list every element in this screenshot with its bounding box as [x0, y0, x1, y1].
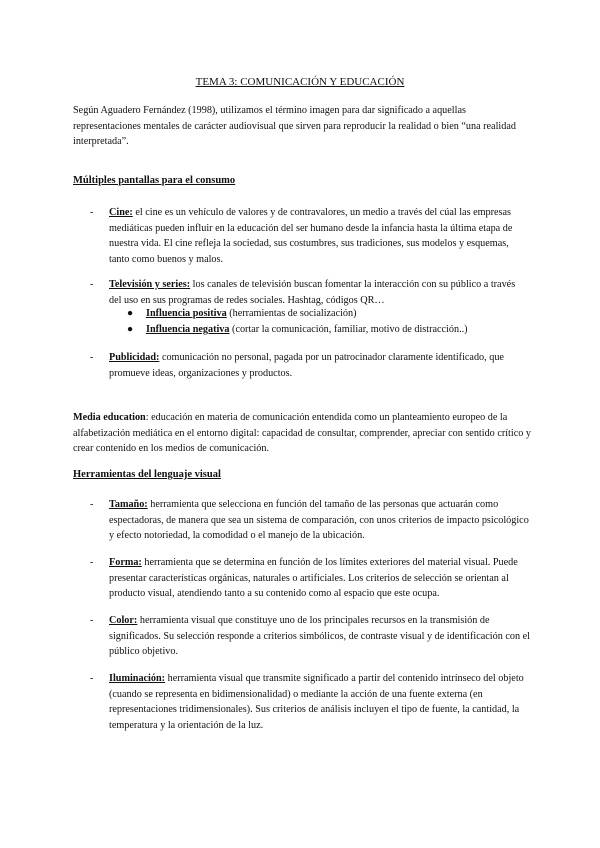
dash-marker-icon: -	[90, 279, 94, 290]
section-heading-pantallas: Múltiples pantallas para el consumo	[73, 175, 236, 186]
item-text: herramienta visual que constituye uno de los principales recursos en la transmisión de significados. Su selección responde a criterios simbólicos, de contraste visual y de identificación con el público objetivo.	[109, 615, 530, 657]
item-label: Publicidad:	[109, 352, 160, 363]
list-item-publicidad	[90, 350, 530, 381]
bullet-icon: ●	[127, 324, 134, 335]
intro-paragraph: Según Aguadero Fernández (1998), utilizamos el término imagen para dar significado a aquellas representaciones mentales de carácter audiovisual que sirven para reproducir la realidad o bien “una realidad interpretada”.	[73, 105, 516, 147]
item-label: Iluminación:	[109, 673, 166, 684]
item-label: Color:	[109, 615, 138, 626]
item-text: los canales de televisión buscan fomentar la interacción con su público a través del uso en sus programas de redes sociales. Hashtag, códigos QR…	[109, 279, 516, 306]
media-label: Media education	[73, 412, 146, 423]
item-text: herramienta que selecciona en función del tamaño de las personas que actuarán como espectadoras, de manera que sea un sistema de comparación, con unos criterios de impacto psicológico y efecto notoriedad, la comodidad o el manejo de la ubicación.	[109, 499, 529, 541]
item-text: herramienta que se determina en función de los límites exteriores del material visual. Puede presentar características orgánicas, naturales o artificiales. Los criterios de selección se orientan al producto visual, atendiendo tanto a su contenido como al espacio que este ocupa.	[109, 557, 518, 599]
list-item-color	[90, 613, 530, 660]
list-item-forma	[90, 555, 530, 602]
bullet-icon: ●	[127, 308, 134, 319]
item-label: Forma:	[109, 557, 142, 568]
page-title: TEMA 3: COMUNICACIÓN Y EDUCACIÓN	[195, 76, 405, 88]
sub-item-label: Influencia positiva	[146, 308, 227, 319]
item-label: Tamaño:	[109, 499, 148, 510]
item-text: comunicación no personal, pagada por un patrocinador claramente identificado, que promueve ideas, organizaciones y productos.	[109, 352, 504, 379]
item-text: el cine es un vehículo de valores y de contravalores, un medio a través del cúal las empresas mediáticas pueden influir en la educación del ser humano desde la infancia hasta la última etapa de nuestra vida. El cine refleja la sociedad, sus costumbres, sus tradiciones, sus modelos y esquemas, tanto como buenos y malos.	[109, 207, 513, 265]
dash-marker-icon: -	[90, 499, 94, 510]
dash-marker-icon: -	[90, 557, 94, 568]
sub-item-text: (herramientas de socialización)	[226, 308, 357, 319]
sub-item-text: (cortar la comunicación, familiar, motivo de distracción..)	[229, 324, 468, 335]
list-item-tamano	[90, 497, 530, 544]
section-heading-herramientas: Herramientas del lenguaje visual	[73, 469, 221, 480]
list-item-iluminacion	[90, 671, 530, 733]
dash-marker-icon: -	[90, 615, 94, 626]
list-item-cine	[90, 205, 530, 267]
item-label: Cine:	[109, 207, 133, 218]
sub-item-label: Influencia negativa	[146, 324, 230, 335]
dash-marker-icon: -	[90, 673, 94, 684]
item-label: Televisión y series:	[109, 279, 191, 290]
list-item-television	[90, 277, 530, 308]
media-text: : educación en materia de comunicación entendida como un planteamiento europeo de la alfabetización mediática en el entorno digital: capacidad de consultar, comprender, apreciar con sentido crítico y crear contenido en los medios de comunicación.	[73, 412, 531, 454]
sub-item-positiva	[127, 306, 527, 322]
item-text: herramienta visual que transmite significado a partir del contenido intrínseco del objeto (cuando se representa en bidimensionalidad) o mediante la acción de una fuente externa (en representaciones tridimensionales). Sus criterios de análisis incluyen el tipo de fuente, la cantidad, la temperatura y la orientación de la luz.	[109, 673, 524, 731]
media-education-paragraph	[73, 410, 533, 457]
sub-item-negativa	[127, 322, 527, 338]
dash-marker-icon: -	[90, 207, 94, 218]
dash-marker-icon: -	[90, 352, 94, 363]
